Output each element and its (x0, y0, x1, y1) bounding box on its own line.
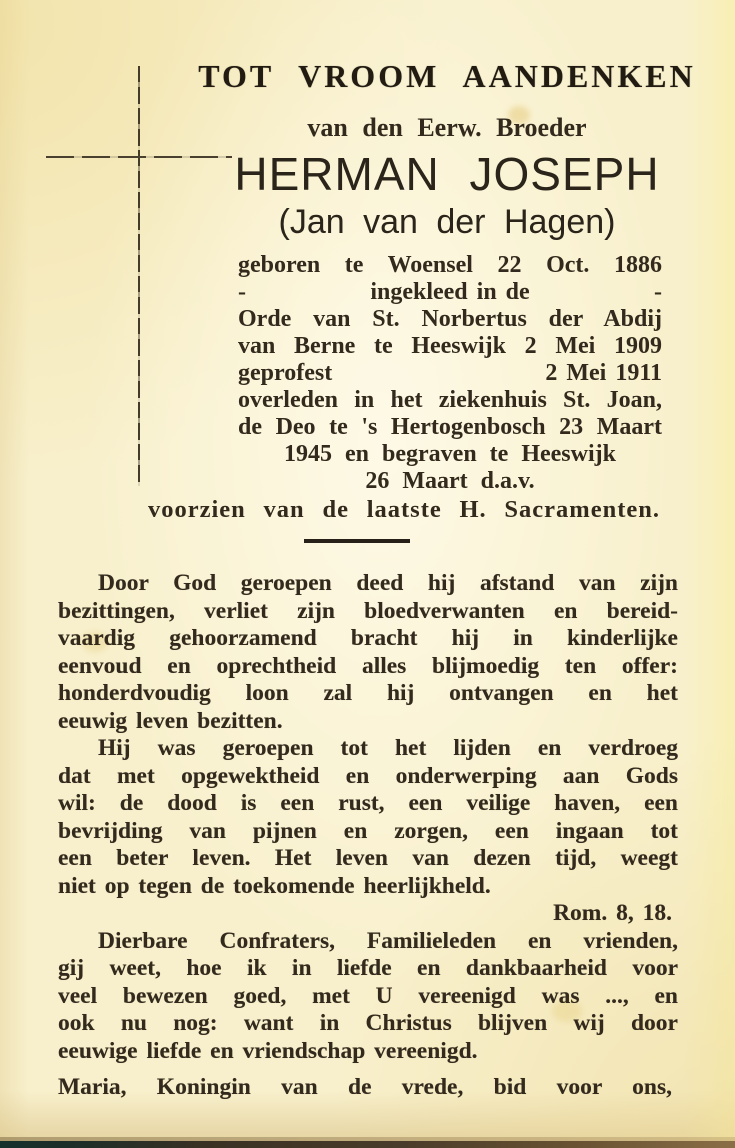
profession-date: 2 Mei 1911 (545, 360, 662, 386)
scripture-citation: Rom. 8, 18. (553, 900, 672, 926)
dash-mark: - (238, 279, 246, 305)
closing-prayer: Maria, Koningin van de vrede, bid voor ons, (58, 1074, 672, 1100)
vesting-line (238, 279, 662, 306)
text-line: ook nu nog: want in Christus blijven wij door (58, 1010, 678, 1036)
card-header (160, 58, 734, 242)
text-line: vaardig gehoorzamend bracht hij in kinderlijke (58, 625, 678, 651)
text-line: dat met opgewektheid en onderwerping aan Gods (58, 762, 678, 789)
birth-line: geboren te Woensel 22 Oct. 1886 (238, 252, 662, 278)
text-line: wil: de dood is een rust, een veilige haven, een (58, 790, 678, 816)
text-line: eeuwige liefde en vriendschap vereenigd. (58, 1037, 478, 1064)
birth-name: (Jan van der Hagen) (278, 203, 616, 241)
paragraph-3 (58, 928, 678, 1066)
order-line-1: Orde van St. Norbertus der Abdij (238, 306, 662, 332)
profession-line (238, 360, 662, 387)
death-line-2: de Deo te 's Hertogenbosch 23 Maart (238, 414, 662, 440)
cross-vertical-line (138, 66, 140, 486)
text-line: veel bewezen goed, met U vereenigd was ..., en (58, 982, 678, 1009)
text-line: eeuwig leven bezitten. (58, 707, 283, 734)
honorific-subtitle: van den Eerw. Broeder (307, 113, 587, 142)
religious-name: HERMAN JOSEPH (234, 148, 660, 200)
text-line: niet op tegen de toekomende heerlijkheld. (58, 872, 491, 899)
text-line: Dierbare Confraters, Familieleden en vrienden, (98, 927, 678, 954)
death-line-1: overleden in het ziekenhuis St. Joan, (238, 387, 662, 413)
paragraph-2 (58, 735, 678, 900)
vesting-text: ingekleed in de (370, 279, 530, 305)
memorial-text (58, 570, 678, 1102)
text-line: een beter leven. Het leven van dezen tijd, weegt (58, 845, 678, 871)
text-line: eenvoud en oprechtheid alles blijmoedig ten offer: (58, 652, 678, 679)
text-line: bevrijding van pijnen en zorgen, een ingaan tot (58, 817, 678, 844)
card-bottom-edge (0, 1141, 735, 1148)
text-line: Hij was geroepen tot het lijden en verdroeg (98, 735, 678, 761)
text-line: Door God geroepen deed hij afstand van zijn (98, 570, 678, 596)
life-details (238, 252, 662, 495)
text-line: gij weet, hoe ik in liefde en dankbaarheid voor (58, 955, 678, 981)
order-line-2: van Berne te Heeswijk 2 Mei 1909 (238, 333, 662, 359)
death-line-3: 1945 en begraven te Heeswijk (284, 441, 616, 467)
death-line-4: 26 Maart d.a.v. (365, 468, 535, 494)
memorial-title: TOT VROOM AANDENKEN (198, 58, 696, 94)
sacraments-line: voorzien van de laatste H. Sacramenten. (148, 496, 660, 523)
dash-mark: - (653, 279, 662, 305)
profession-label: geprofest (238, 360, 333, 386)
text-line: honderdvoudig loon zal hij ontvangen en het (58, 680, 678, 706)
text-line: bezittingen, verliet zijn bloedverwanten en bereid- (58, 597, 678, 624)
section-divider (304, 539, 410, 543)
paragraph-1 (58, 570, 678, 735)
